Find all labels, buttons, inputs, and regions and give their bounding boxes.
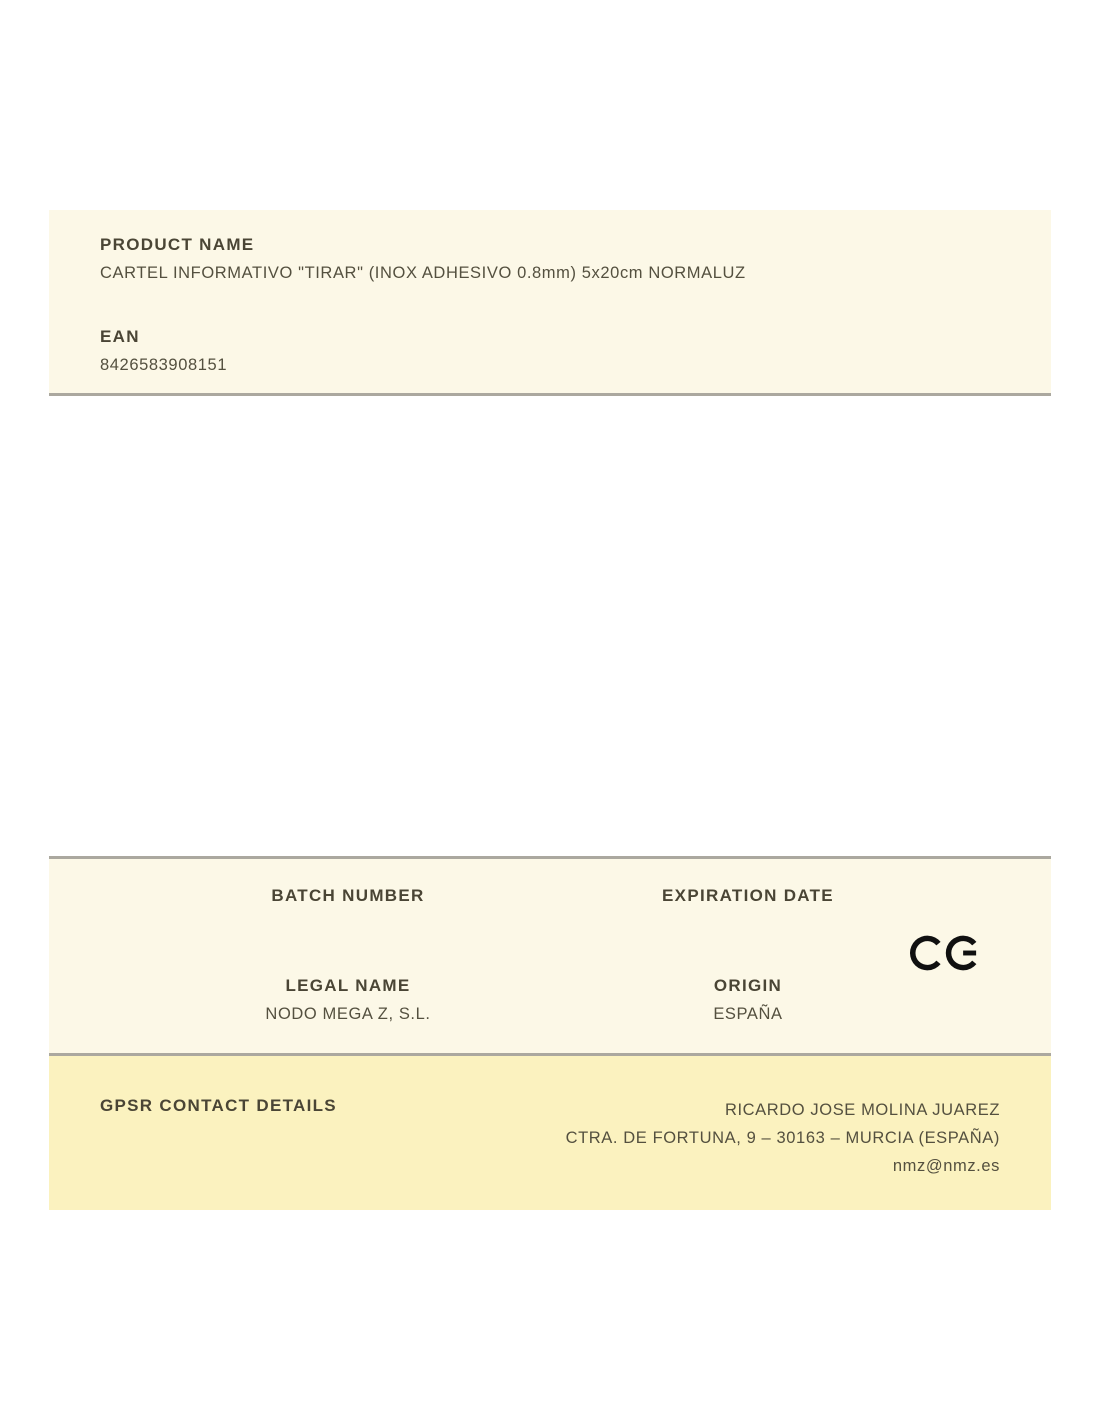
product-name-value: CARTEL INFORMATIVO "TIRAR" (INOX ADHESIVO 0.8mm) 5x20cm NORMALUZ (100, 264, 746, 282)
contact-address: CTRA. DE FORTUNA, 9 – 30163 – MURCIA (ESPAÑA) (565, 1129, 1000, 1147)
expiration-date-label: EXPIRATION DATE (662, 886, 834, 905)
contact-email: nmz@nmz.es (892, 1157, 1000, 1175)
legal-name-value: NODO MEGA Z, S.L. (265, 1005, 431, 1023)
product-info-panel (49, 210, 1051, 396)
batch-number-label: BATCH NUMBER (271, 886, 425, 905)
origin-label: ORIGIN (713, 976, 783, 995)
gpsr-contact-block (566, 1096, 1000, 1180)
batch-legal-panel (49, 856, 1051, 1056)
gpsr-contact-label: GPSR CONTACT DETAILS (100, 1096, 337, 1115)
origin-value: ESPAÑA (713, 1005, 783, 1023)
product-name-label: PRODUCT NAME (100, 235, 255, 254)
legal-name-label: LEGAL NAME (285, 976, 411, 995)
gpsr-contact-panel (49, 1056, 1051, 1210)
ean-value: 8426583908151 (100, 356, 228, 374)
ean-label: EAN (100, 327, 140, 346)
contact-name: RICARDO JOSE MOLINA JUAREZ (724, 1101, 1000, 1119)
ce-mark-icon (910, 923, 992, 983)
